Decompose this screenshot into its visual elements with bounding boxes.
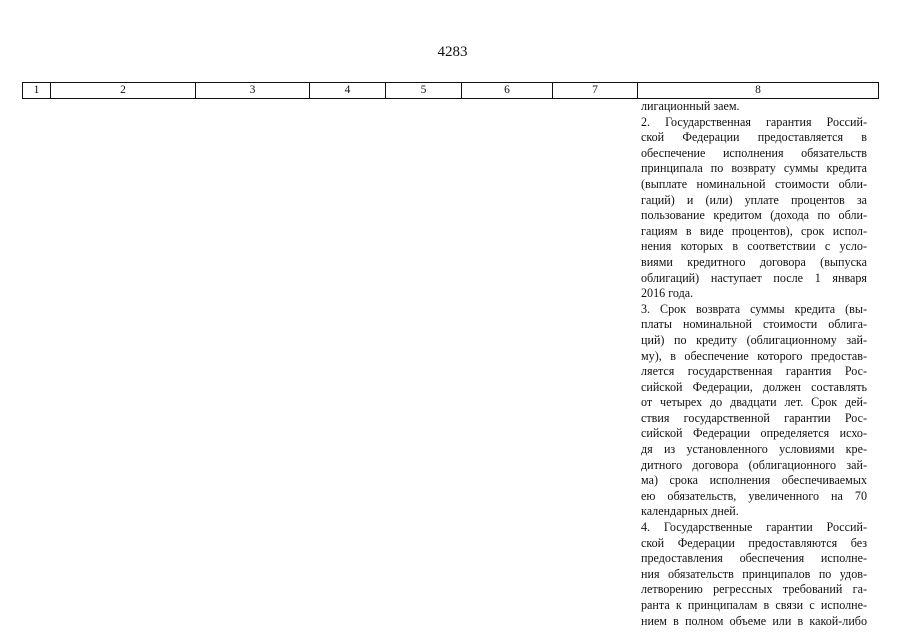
text-line: ния обязательств принципалов по удов- xyxy=(641,566,867,581)
text-line: принципала по возврату суммы кредита xyxy=(641,161,867,176)
column-header-table xyxy=(22,82,879,99)
text-line: облигаций) наступает после 1 января xyxy=(641,270,867,285)
text-line: сийской Федерации определяется исхо- xyxy=(641,426,867,441)
text-line: ма) срока исполнения обеспечиваемых xyxy=(641,473,867,488)
text-line: му), в обеспечение которого предостав- xyxy=(641,348,867,363)
text-line: пользование кредитом (дохода по обли- xyxy=(641,208,867,223)
text-line: гациям в виде процентов), срок испол- xyxy=(641,223,867,238)
text-line: (выплате номинальной стоимости обли- xyxy=(641,176,867,191)
text-line: ею обязательств, увеличенного на 70 xyxy=(641,488,867,503)
text-line: гаций) и (или) уплате процентов за xyxy=(641,192,867,207)
text-line: платы номинальной стоимости облига- xyxy=(641,317,867,332)
text-line: нием в полном объеме или в какой-либо xyxy=(641,613,867,628)
text-line: ций) по кредиту (облигационному зай- xyxy=(641,332,867,347)
text-line: сийской Федерации, должен составлять xyxy=(641,379,867,394)
text-line: ствия государственной гарантии Рос- xyxy=(641,410,867,425)
column-number-3: 3 xyxy=(196,83,310,99)
text-line: виями кредитного договора (выпуска xyxy=(641,254,867,269)
text-line: 2. Государственная гарантия Россий- xyxy=(641,114,867,129)
text-line: летворению регрессных требований га- xyxy=(641,582,867,597)
text-line: лигационный заем. xyxy=(641,99,740,113)
column-number-2: 2 xyxy=(51,83,196,99)
text-line: ской Федерации предоставляются без xyxy=(641,535,867,550)
text-line: предоставления обеспечения исполне- xyxy=(641,551,867,566)
text-line: ранта к принципалам в связи с исполне- xyxy=(641,598,867,612)
text-line: календарных дней. xyxy=(641,504,739,519)
page-number: 4283 xyxy=(437,44,468,60)
column-number-7: 7 xyxy=(553,83,638,99)
header-row xyxy=(23,83,879,99)
text-line: дя из установленного условиями кре- xyxy=(641,442,867,457)
column-8-text xyxy=(641,99,867,629)
text-line: ской Федерации предоставляется в xyxy=(641,130,867,145)
column-number-4: 4 xyxy=(310,83,386,99)
text-line: 4. Государственные гарантии Россий- xyxy=(641,520,867,535)
column-number-8: 8 xyxy=(638,83,879,99)
text-line: нения которых в соответствии с усло- xyxy=(641,239,867,254)
text-line: ляется государственная гарантия Рос- xyxy=(641,364,867,379)
column-number-1: 1 xyxy=(23,83,51,99)
text-line: 3. Срок возврата суммы кредита (вы- xyxy=(641,301,867,316)
text-line: от четырех до двадцати лет. Срок дей- xyxy=(641,395,867,410)
column-number-5: 5 xyxy=(386,83,462,99)
text-line: обеспечение исполнения обязательств xyxy=(641,145,867,160)
column-number-6: 6 xyxy=(462,83,553,99)
text-line: 2016 года. xyxy=(641,286,694,301)
text-line: дитного договора (облигационного зай- xyxy=(641,457,867,472)
